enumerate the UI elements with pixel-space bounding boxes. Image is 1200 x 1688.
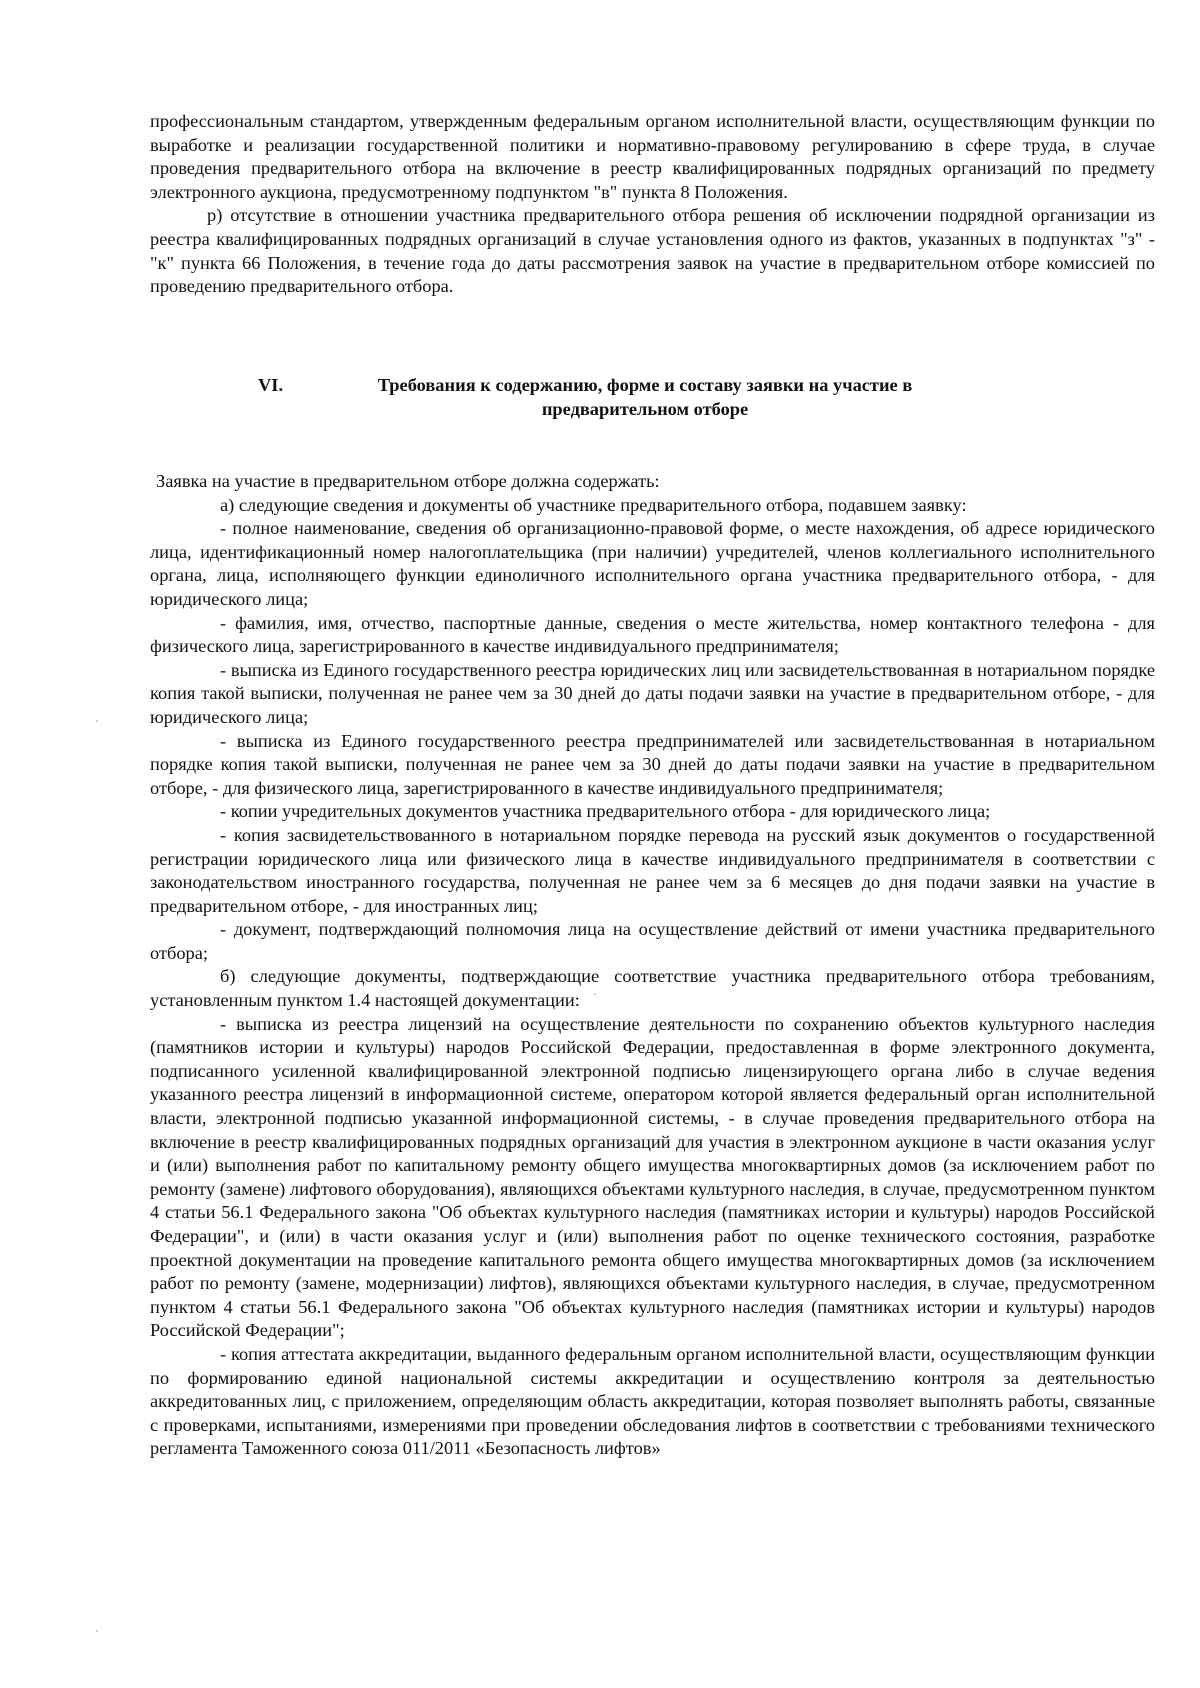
section-title: Требования к содержанию, форме и составу заявки на участие в предварительном отборе [377, 375, 913, 419]
scan-speck [594, 993, 596, 995]
section-number: VI. [258, 375, 284, 395]
intro-line: Заявка на участие в предварительном отборе должна содержать: [156, 471, 660, 491]
body-text-block [150, 470, 1155, 1461]
list-item: - полное наименование, сведения об организационно-правовой форме, о месте нахождения, об адресе юридического лица, идентификационный номер налогоплательщика (при наличии) учредителей, членов коллегиального исполнительного органа, лица, исполняющего функции единоличного исполнительного органа участника предварительного отбора, - для юридического лица; [150, 518, 1155, 609]
list-item: - выписка из реестра лицензий на осуществление деятельности по сохранению объектов культурного наследия (памятников истории и культуры) народов Российской Федерации, предоставленная в форме электронного документа, подписанного усиленной квалифицированной электронной подписью лицензирующего органа либо в случае ведения указанного реестра лицензий в информационной системе, оператором которой является федеральный орган исполнительной власти, электронной подписью указанной информационной системы, - в случае проведения предварительного отбора на включение в реестр квалифицированных подрядных организаций для участия в электронном аукционе в части оказания услуг и (или) выполнения работ по капитальному ремонту общего имущества многоквартирных домов (за исключением работ по ремонту (замене) лифтового оборудования), являющихся объектами культурного наследия, в случае, предусмотренном пунктом 4 статьи 56.1 Федерального закона "Об объектах культурного наследия (памятниках истории и культуры) народов Российской Федерации", и (или) в части оказания услуг и (или) выполнения работ по оценке технического состояния, разработке проектной документации на проведение капитального ремонта общего имущества многоквартирных домов (за исключением работ по ремонту (замене, модернизации) лифтов), являющихся объектами культурного наследия, в случае, предусмотренном пунктом 4 статьи 56.1 Федерального закона "Об объектах культурного наследия (памятниках истории и культуры) народов Российской Федерации"; [150, 1013, 1155, 1341]
list-item: - выписка из Единого государственного реестра юридических лиц или засвидетельствованная в нотариальном порядке копия такой выписки, полученная не ранее чем за 30 дней до даты подачи заявки на участие в предварительном отборе, - для юридического лица; [150, 659, 1155, 727]
scan-speck [96, 720, 98, 722]
paragraph-item-b: б) следующие документы, подтверждающие соответствие участника предварительного отбора требованиям, установленным пунктом 1.4 настоящей документации: [150, 966, 1155, 1011]
paragraph-continuation: профессиональным стандартом, утвержденным федеральным органом исполнительной власти, осуществляющим функции по выработке и реализации государственной политики и нормативно-правовому регулированию в сфере труда, в случае проведения предварительного отбора на включение в реестр квалифицированных подрядных организаций по предмету электронного аукциона, предусмотренному подпунктом "в" пункта 8 Положения. [150, 111, 1155, 202]
scan-speck [96, 1630, 98, 1632]
list-item: - документ, подтверждающий полномочия лица на осуществление действий от имени участника предварительного отбора; [150, 919, 1155, 963]
list-item: - копии учредительных документов участника предварительного отбора - для юридического лица; [220, 801, 991, 822]
paragraph-item-a: а) следующие сведения и документы об участнике предварительного отбора, подавшем заявку: [220, 494, 967, 515]
list-item: - копия засвидетельствованного в нотариальном порядке перевода на русский язык документов о государственной регистрации юридического лица или физического лица в качестве индивидуального предпринимателя в соответствии с законодательством иностранного государства, полученная не ранее чем за 6 месяцев до дня подачи заявки на участие в предварительном отборе, - для иностранных лиц; [150, 824, 1155, 916]
paragraph-item-r: р) отсутствие в отношении участника предварительного отбора решения об исключении подрядной организации из реестра квалифицированных подрядных организаций в случае установления одного из фактов, указанных в подпунктах "з" - "к" пункта 66 Положения, в течение года до даты рассмотрения заявок на участие в предварительном отборе комиссией по проведению предварительного отбора. [150, 205, 1155, 297]
top-text-block [150, 110, 1155, 299]
list-item: - фамилия, имя, отчество, паспортные данные, сведения о месте жительства, номер контактного телефона - для физического лица, зарегистрированного в качестве индивидуального предпринимателя; [150, 612, 1155, 657]
list-item: - копия аттестата аккредитации, выданного федеральным органом исполнительной власти, осуществляющим функции по формированию единой национальной системы аккредитации и осуществлению контроля за деятельностью аккредитованных лиц, с приложением, определяющим область аккредитации, которая позволяет выполнять работы, связанные с проверками, испытаниями, измерениями при проведении обследования лифтов в соответствии с требованиями технического регламента Таможенного союза 011/2011 «Безопасность лифтов» [150, 1343, 1155, 1459]
list-item: - выписка из Единого государственного реестра предпринимателей или засвидетельствованная в нотариальном порядке копия такой выписки, полученная не ранее чем за 30 дней до даты подачи заявки на участие в предварительном отборе, - для физического лица, зарегистрированного в качестве индивидуального предпринимателя; [150, 730, 1155, 798]
